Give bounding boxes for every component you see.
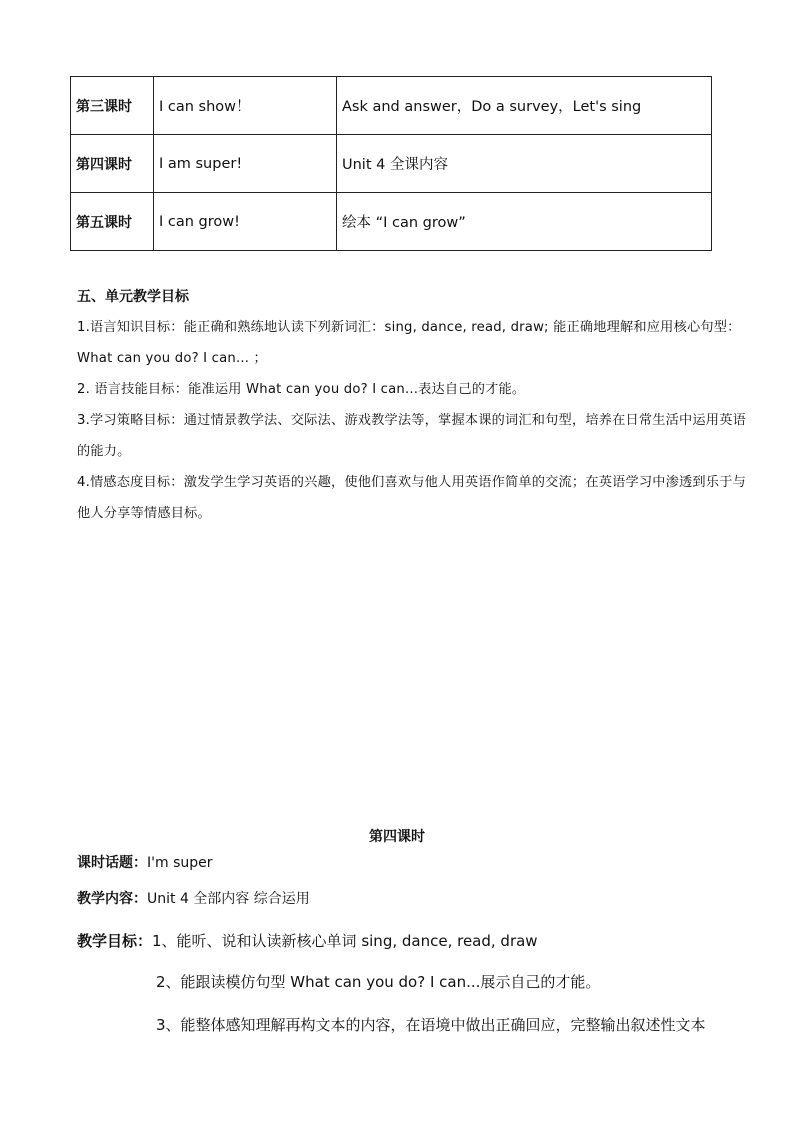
content-row	[77, 888, 310, 908]
title-cell: I am super!	[154, 135, 337, 193]
content-label: 教学内容：	[77, 891, 147, 907]
objective-item: 1、能听、说和认读新核心单词 sing, dance, read, draw	[152, 932, 538, 950]
content-cell: Unit 4 全课内容	[337, 135, 712, 193]
period-cell: 第五课时	[71, 193, 154, 251]
content-cell: 绘本 “I can grow”	[337, 193, 712, 251]
topic-label: 课时话题：	[77, 855, 147, 871]
period-cell: 第三课时	[71, 77, 154, 135]
goal-item: 4.情感态度目标：激发学生学习英语的兴趣，使他们喜欢与他人用英语作简单的交流；在英语学习中渗透到乐于与他人分享等情感目标。	[77, 475, 746, 521]
period-cell: 第四课时	[71, 135, 154, 193]
content-value: Unit 4 全部内容 综合运用	[147, 891, 310, 907]
objective-item: 2、能跟读模仿句型 What can you do? I can...展示自己的才能。	[156, 973, 601, 991]
content-cell: Ask and answer，Do a survey，Let's sing	[337, 77, 712, 135]
title-cell: I can show！	[154, 77, 337, 135]
goal-item: 3.学习策略目标：通过情景教学法、交际法、游戏教学法等，掌握本课的词汇和句型，培养在日常生活中运用英语的能力。	[77, 413, 746, 459]
lesson-schedule-table	[70, 76, 712, 251]
section-title: 五、单元教学目标	[77, 289, 189, 305]
table-row	[71, 77, 712, 135]
objective-item: 3、能整体感知理解再构文本的内容，在语境中做出正确回应，完整输出叙述性文本	[156, 1016, 706, 1034]
goal-item: 1.语言知识目标：能正确和熟练地认读下列新词汇：sing, dance, read, draw; 能正确地理解和应用核心句型：What can you do? I can... ；	[77, 320, 741, 366]
topic-row	[77, 852, 213, 872]
objectives-label: 教学目标：	[77, 932, 153, 950]
table-row	[71, 135, 712, 193]
lesson-heading: 第四课时	[369, 829, 425, 845]
topic-value: I'm super	[147, 855, 213, 871]
objectives-row	[77, 930, 538, 951]
goal-item: 2. 语言技能目标：能准运用 What can you do? I can...表达自己的才能。	[77, 382, 526, 397]
table-row	[71, 193, 712, 251]
unit-goals	[77, 312, 757, 529]
title-cell: I can grow!	[154, 193, 337, 251]
